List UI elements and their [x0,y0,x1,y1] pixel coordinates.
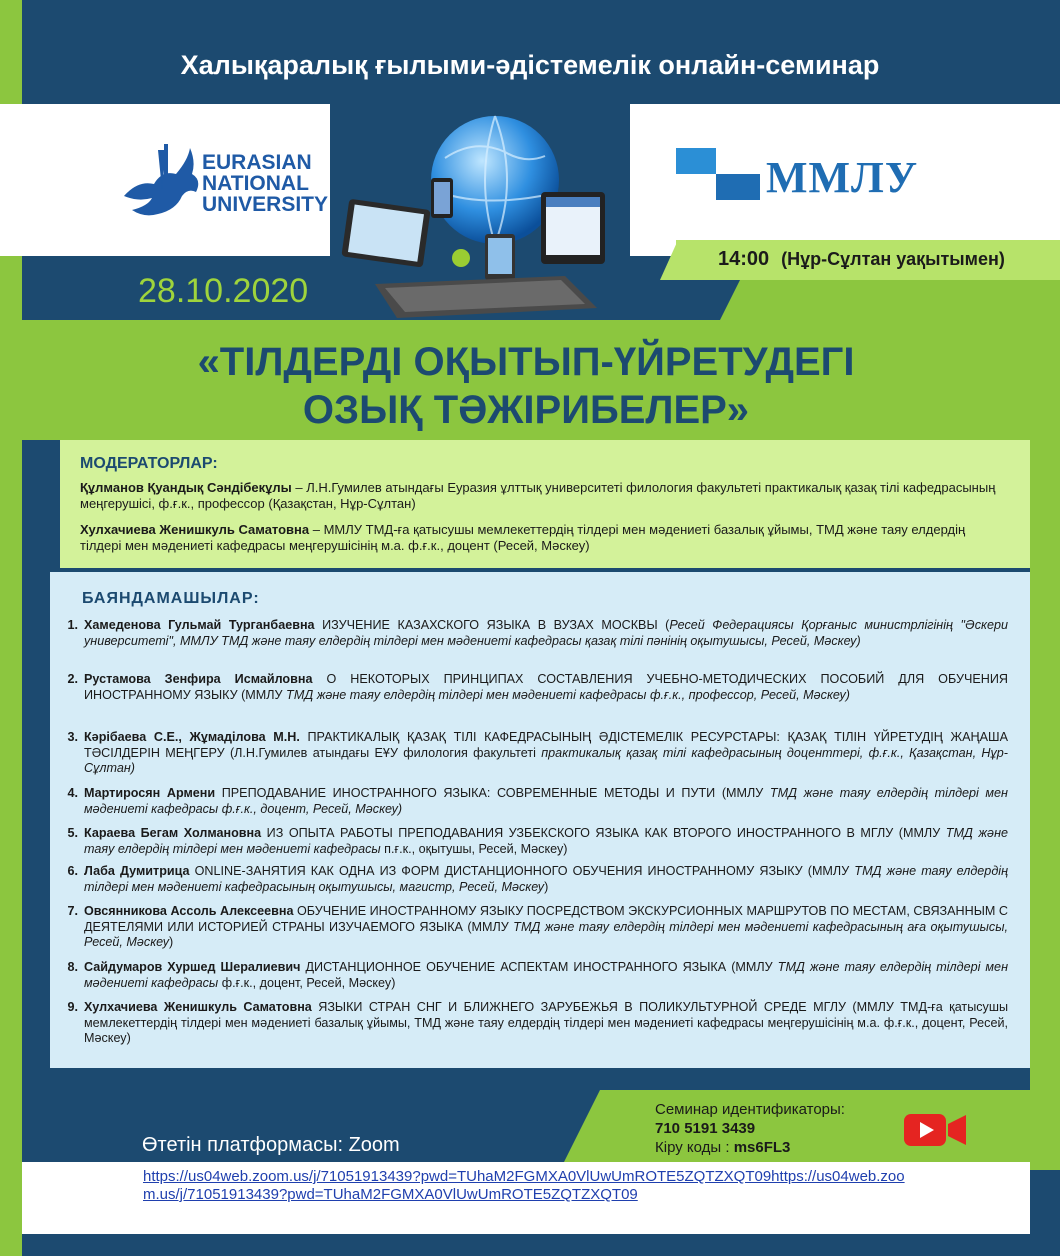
moderator-2 [80,522,1010,554]
speaker-tail: ф.ғ.к., доцент, Ресей, Мәскеу) [218,801,403,816]
speaker-number: 9. [67,1000,78,1014]
moderators-heading: МОДЕРАТОРЛАР: [80,455,218,472]
page-title: Халықаралық ғылыми-әдістемелік онлайн-семинар [180,50,880,80]
right-stripe [1030,320,1060,1120]
event-time [718,248,1005,271]
event-title-line-1: «ТІЛДЕРДІ ОҚЫТЫП-ҮЙРЕТУДЕГІ [197,340,855,384]
speaker-name: Караева Бегам Холмановна [84,826,262,840]
speaker-number: 3. [67,730,78,744]
speaker-item [58,826,1008,857]
zoom-link[interactable]: https://us04web.zoom.us/j/71051913439?pwd=TUhaM2FGMXA0VlUwUmROTE5ZQTZXQT09https://us04web.zoom.us/j/71051913439?pwd=TUhaM2FGMXA0VlUwUmROTE5ZQTZXQT09 [143,1168,905,1203]
speaker-number: 5. [67,826,78,840]
speaker-tail: ф.ғ.к., доцент, Ресей, Мәскеу) [218,975,396,990]
speaker-number: 4. [67,786,78,800]
mmlu-logo-mark [676,148,762,204]
speaker-topic: ПРАКТИКАЛЫҚ ҚАЗАҚ ТІЛІ КАФЕДРАСЫНЫҢ ӘДІСТЕМЕЛІК РЕСУРСТАРЫ: ҚАЗАҚ ТІЛІН ҮЙРЕТУДІҢ ЖАҢАША ТӘСІЛДЕРІН МЕҢГЕРУ (Л.Н.Гумилев атындағы ЕҰУ филология факультеті [84,730,1008,760]
mmlu-logo-text: ММЛУ [766,153,919,202]
event-title-line-2: ОЗЫҚ ТӘЖІРИБЕЛЕР» [302,388,750,432]
speaker-item [58,618,1008,649]
speaker-tail: , ММЛУ ТМД және таяу елдердің тілдері мен мәдениеті кафедрасы қазақ тілі пәнінің оқытушысы, Ресей, Мәскеу) [172,633,861,648]
speaker-number: 7. [67,904,78,918]
enu-line-2: NATIONAL [202,172,309,195]
enu-line-1: EURASIAN [202,151,312,174]
speaker-affiliation: ТМД және таяу елдердің тілдері мен мәдениеті кафедрасының аға оқытушысы, Ресей, Мәскеу [84,919,1008,949]
band2-cut [720,280,740,320]
speaker-name: Сайдумаров Хуршед Шералиевич [84,960,301,974]
speaker-item [58,904,1008,951]
speaker-topic: ONLINE-ЗАНЯТИЯ КАК ОДНА ИЗ ФОРМ ДИСТАНЦИОННОГО ОБУЧЕНИЯ ИНОСТРАННОМУ ЯЗЫКУ (ММЛУ [189,864,855,878]
speaker-affiliation: ТМД және таяу елдердің тілдері мен мәдениеті кафедрасы [286,687,647,702]
seminar-id-label: Семинар идентификаторы: [655,1101,845,1118]
bottom-cut [560,1090,600,1170]
seminar-id-block [655,1100,845,1157]
speaker-name: Лаба Думитрица [84,864,190,878]
speakers-heading: БАЯНДАМАШЫЛАР: [82,590,260,607]
speaker-name: Овсянникова Ассоль Алексеевна [84,904,294,918]
access-code-label: Кіру коды : [655,1139,734,1156]
speaker-topic: ЯЗЫКИ СТРАН СНГ И БЛИЖНЕГО ЗАРУБЕЖЬЯ В ПОЛИКУЛЬТУРНОЙ СРЕДЕ МГЛУ (ММЛУ ТМД-ға қатысушы мемлекеттердің тілдері мен мәдениеті базалық ұйымы, ТМД және таяу елдердің тілдері мен мәдениеті кафедрасы меңгерушісінің м.а. ф.ғ.к., доцент, Ресей, Мәскеу) [84,1000,1008,1045]
speaker-tail: кафедрасының доценттері, ф.ғ.к., Қазақстан, Нұр-Сұлтан) [84,745,1008,775]
speaker-topic: ОБУЧЕНИЕ ИНОСТРАННОМУ ЯЗЫКУ ПОСРЕДСТВОМ ЭКСКУРСИОННЫХ МАРШРУТОВ ПО МЕСТАМ, СВЯЗАННЫМ С ДЕЯТЕЛЯМИ ИЛИ ИСТОРИЕЙ СТРАНЫ ИЗУЧАЕМОГО ЯЗЫКА (ММЛУ [84,904,1008,934]
moderator-name: Хулхачиева Женишкуль Саматовна [80,522,310,537]
seminar-id-value[interactable]: 710 5191 3439 [655,1120,756,1137]
speaker-name: Мартиросян Армени [84,786,216,800]
speaker-item [58,864,1008,895]
moderator-desc: – ММЛУ ТМД-ға қатысушы мемлекеттердің тілдері мен мәдениеті базалық ұйымы, ТМД және таяу елдердің тілдері мен мәдениеті кафедрасы меңгерушісінің м.а. ф.ғ.к., доцент (Ресей, Мәскеу) [80,522,966,553]
speaker-number: 8. [67,960,78,974]
speaker-item [58,960,1008,991]
enu-line-3: UNIVERSITY [202,193,329,216]
time-note: (Нұр-Сұлтан уақытымен) [781,249,1005,269]
speaker-number: 6. [67,864,78,878]
devices-illustration [335,108,625,320]
platform-label: Өтетін платформасы: Zoom [142,1134,400,1156]
speaker-item [58,1000,1008,1047]
speaker-topic: ПРЕПОДАВАНИЕ ИНОСТРАННОГО ЯЗЫКА: СОВРЕМЕННЫЕ МЕТОДЫ И ПУТИ (ММЛУ [215,786,770,800]
speaker-item [58,672,1008,703]
speaker-name: Хамеденова Гульмай Турганбаевна [84,618,315,632]
green-band [740,280,1060,320]
speaker-affiliation: ТМД және таяу елдердің тілдері мен мәдениеті кафедрасы [84,786,1008,816]
speaker-affiliation: ТМД және таяу елдердің тілдері мен мәдениеті кафедрасы [84,826,1008,856]
speaker-name: Хулхачиева Женишкуль Саматовна [84,1000,312,1014]
access-code-value[interactable]: ms6FL3 [733,1139,791,1156]
time-value: 14:00 [718,248,770,270]
speaker-affiliation: ТМД және таяу елдердің тілдері мен мәдениеті кафедрасы [84,960,1008,990]
enu-logo-text [202,152,328,215]
speaker-number: 2. [67,672,78,686]
speaker-topic: О НЕКОТОРЫХ ПРИНЦИПАХ СОСТАВЛЕНИЯ УЧЕБНО-МЕТОДИЧЕСКИХ ПОСОБИЙ ДЛЯ ОБУЧЕНИЯ ИНОСТРАННОМУ ЯЗЫКУ (ММЛУ [84,672,1008,702]
speaker-tail: ) [544,879,549,894]
speaker-affiliation: ТМД және таяу елдердің тілдері мен мәдениеті кафедрасының оқытушысы, магистр, Ресей, Мәскеу [84,864,1009,894]
event-date: 28.10.2020 [138,272,309,310]
moderator-desc: – Л.Н.Гумилев атындағы Еуразия ұлттық университеті филология факультеті практикалық қазақ тілі кафедрасының меңгерушісі, ф.ғ.к., профессор (Қазақстан, Нұр-Сұлтан) [80,480,996,511]
speaker-tail: ) [169,935,174,949]
speaker-tail: ф.ғ.к., профессор, Ресей, Мәскеу) [646,687,850,702]
speaker-item [58,730,1008,777]
speaker-topic: ИЗУЧЕНИЕ КАЗАХСКОГО ЯЗЫКА В ВУЗАХ МОСКВЫ ( [314,618,670,632]
speaker-tail: п.ғ.к., оқытушы, Ресей, Мәскеу) [380,841,568,856]
speaker-affiliation: практикалық қазақ тілі [541,745,687,760]
speaker-affiliation: Ресей Федерациясы Қорғаныс министрлігінің "Әскери университеті" [84,618,1008,648]
speaker-name: Кәрібаева С.Е., Жұмаділова М.Н. [84,730,300,744]
speaker-number: 1. [67,618,78,632]
speaker-name: Рустамова Зенфира Исмайловна [84,672,313,686]
speaker-item [58,786,1008,817]
speaker-topic: ИЗ ОПЫТА РАБОТЫ ПРЕПОДАВАНИЯ УЗБЕКСКОГО ЯЗЫКА КАК ВТОРОГО ИНОСТРАННОГО В МГЛУ (ММЛУ [261,826,946,840]
moderator-1 [80,480,1010,512]
moderator-name: Құлманов Қуандық Сәндібекұлы [80,480,292,495]
video-camera-icon [904,1112,968,1148]
speaker-topic: ДИСТАНЦИОННОЕ ОБУЧЕНИЕ АСПЕКТАМ ИНОСТРАННОГО ЯЗЫКА (ММЛУ [300,960,778,974]
